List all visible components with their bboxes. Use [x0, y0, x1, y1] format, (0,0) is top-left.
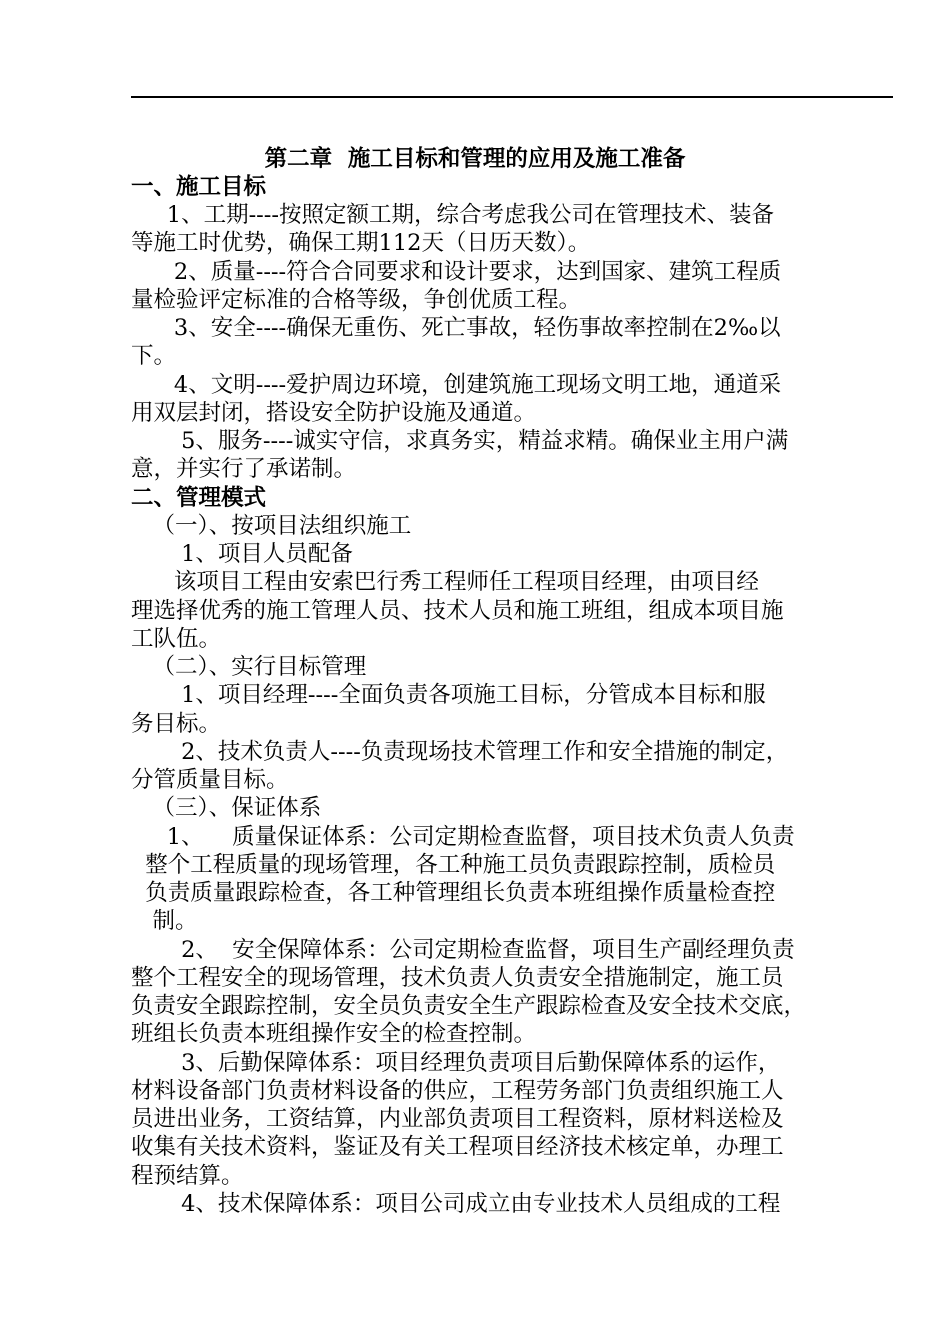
paragraph-line: 用双层封闭，搭设安全防护设施及通道。	[131, 400, 537, 426]
paragraph-line: 量检验评定标准的合格等级，争创优质工程。	[131, 287, 582, 313]
paragraph-line: （二）、实行目标管理	[131, 654, 367, 680]
paragraph-line: 2、技术负责人----负责现场技术管理工作和安全措施的制定，	[131, 739, 789, 765]
paragraph-line: 意，并实行了承诺制。	[131, 456, 357, 482]
paragraph-line: 2、质量----符合合同要求和设计要求，达到国家、建筑工程质	[131, 259, 782, 285]
paragraph-line: 负责质量跟踪检查，各工种管理组长负责本班组操作质量检查控	[131, 880, 776, 906]
paragraph-line: 4、文明----爱护周边环境，创建筑施工现场文明工地，通道采	[131, 372, 782, 398]
section-heading-goals: 一、施工目标	[131, 174, 267, 200]
paragraph-line: 整个工程质量的现场管理，各工种施工员负责跟踪控制，质检员	[131, 852, 776, 878]
header-rule	[131, 96, 893, 98]
paragraph-line: 4、技术保障体系：项目公司成立由专业技术人员组成的工程	[131, 1191, 781, 1217]
paragraph-line: 下。	[131, 343, 177, 369]
paragraph-line: 等施工时优势，确保工期112天（日历天数）。	[131, 230, 591, 256]
paragraph-line: 负责安全跟踪控制，安全员负责安全生产跟踪检查及安全技术交底，	[131, 993, 807, 1019]
paragraph-line: 2、 安全保障体系：公司定期检查监督，项目生产副经理负责	[131, 937, 795, 963]
paragraph-line: 1、工期----按照定额工期，综合考虑我公司在管理技术、装备	[131, 202, 774, 228]
paragraph-line: 1、项目经理----全面负责各项施工目标，分管成本目标和服	[131, 682, 766, 708]
paragraph-line: 3、安全----确保无重伤、死亡事故，轻伤事故率控制在2‰以	[131, 315, 781, 341]
paragraph-line: 3、后勤保障体系：项目经理负责项目后勤保障体系的运作，	[131, 1050, 781, 1076]
paragraph-line: 工队伍。	[131, 626, 222, 652]
paragraph-line: 理选择优秀的施工管理人员、技术人员和施工班组，组成本项目施	[131, 598, 784, 624]
paragraph-line: 务目标。	[131, 711, 222, 737]
paragraph-line: 整个工程安全的现场管理，技术负责人负责安全措施制定，施工员	[131, 965, 784, 991]
paragraph-line: 材料设备部门负责材料设备的供应，工程劳务部门负责组织施工人	[131, 1078, 784, 1104]
paragraph-line: （一）、按项目法组织施工	[131, 513, 412, 539]
paragraph-line: 制。	[131, 908, 198, 934]
paragraph-line: 1、 质量保证体系：公司定期检查监督，项目技术负责人负责	[131, 824, 795, 850]
paragraph-line: 分管质量目标。	[131, 767, 289, 793]
paragraph-line: 1、项目人员配备	[131, 541, 353, 567]
paragraph-line: 5、服务----诚实守信，求真务实，精益求精。确保业主用户满	[131, 428, 789, 454]
paragraph-line: （三）、保证体系	[131, 795, 322, 821]
paragraph-line: 该项目工程由安索巴行秀工程师任工程项目经理，由项目经	[131, 569, 759, 595]
chapter-title: 第二章 施工目标和管理的应用及施工准备	[264, 146, 686, 172]
paragraph-line: 程预结算。	[131, 1163, 244, 1189]
paragraph-line: 收集有关技术资料，鉴证及有关工程项目经济技术核定单，办理工	[131, 1134, 784, 1160]
paragraph-line: 班组长负责本班组操作安全的检查控制。	[131, 1021, 537, 1047]
paragraph-line: 员进出业务，工资结算，内业部负责项目工程资料，原材料送检及	[131, 1106, 784, 1132]
section-heading-management: 二、管理模式	[131, 485, 267, 511]
